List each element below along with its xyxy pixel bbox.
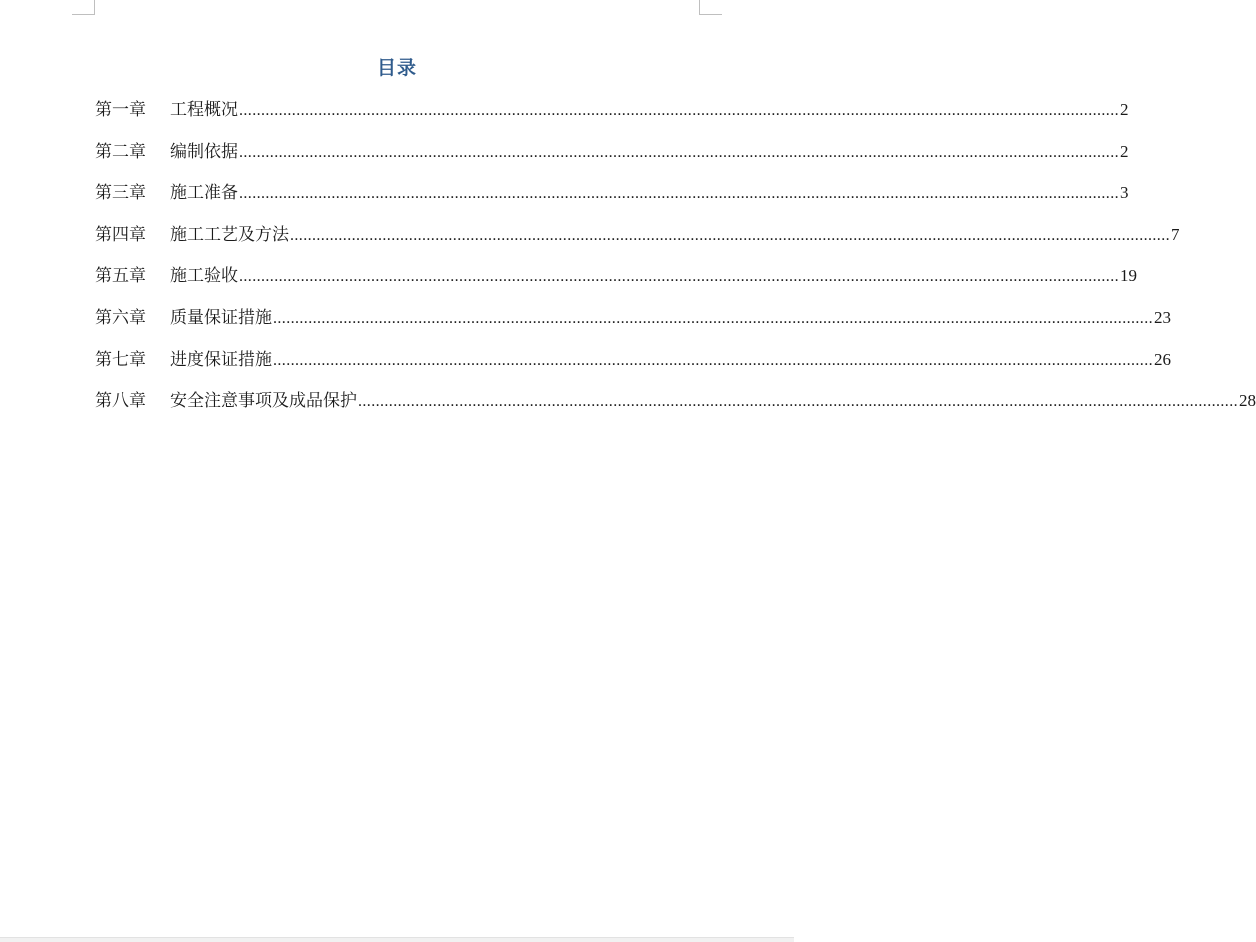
crop-mark-right xyxy=(699,0,722,15)
toc-chapter-number: 第一章 xyxy=(95,100,146,120)
toc-page-number: 2 xyxy=(1120,141,1129,161)
toc-page-number: 28 xyxy=(1239,391,1256,411)
toc-heading: 进度保证措施 xyxy=(170,349,272,370)
toc-leader-dots: ........................................................................................................................................................................................................ xyxy=(273,309,1153,327)
toc-chapter-number: 第三章 xyxy=(95,183,146,204)
toc-leader-dots: ........................................................................................................................................................................................................ xyxy=(239,143,1119,161)
crop-mark-left xyxy=(72,0,95,15)
toc-title: 目录 xyxy=(376,57,417,79)
toc-page-number: 3 xyxy=(1120,183,1129,203)
toc-chapter-number: 第八章 xyxy=(95,391,146,412)
toc-entry-6[interactable] xyxy=(95,305,1171,347)
toc-page-number: 19 xyxy=(1120,266,1137,286)
toc-entry-5[interactable] xyxy=(95,263,1137,305)
toc-leader-dots: ........................................................................................................................................................................................................ xyxy=(290,226,1170,244)
toc-entry-4[interactable] xyxy=(95,222,1180,264)
toc-heading: 安全注意事项及成品保护 xyxy=(170,391,357,412)
toc-leader-dots: ........................................................................................................................................................................................................ xyxy=(239,185,1119,203)
page-bottom-edge xyxy=(0,937,794,942)
table-of-contents xyxy=(95,97,1256,430)
toc-leader-dots: ........................................................................................................................................................................................................ xyxy=(239,268,1119,286)
toc-entry-3[interactable] xyxy=(95,180,1129,222)
toc-page-number: 23 xyxy=(1154,307,1171,327)
toc-entry-8[interactable] xyxy=(95,388,1256,430)
toc-chapter-number: 第六章 xyxy=(95,307,146,328)
toc-page-number: 7 xyxy=(1171,224,1180,244)
toc-heading: 编制依据 xyxy=(170,141,238,162)
toc-heading: 工程概况 xyxy=(170,100,238,120)
toc-chapter-number: 第四章 xyxy=(95,224,146,245)
toc-page-number: 26 xyxy=(1154,349,1171,369)
toc-heading: 质量保证措施 xyxy=(170,307,272,328)
toc-chapter-number: 第二章 xyxy=(95,141,146,162)
toc-heading: 施工工艺及方法 xyxy=(170,224,289,245)
toc-entry-7[interactable] xyxy=(95,347,1171,389)
toc-leader-dots: ........................................................................................................................................................................................................ xyxy=(239,102,1119,119)
toc-entry-1[interactable] xyxy=(95,97,1129,139)
toc-heading: 施工准备 xyxy=(170,183,238,204)
toc-leader-dots: ........................................................................................................................................................................................................ xyxy=(273,351,1153,369)
toc-chapter-number: 第七章 xyxy=(95,349,146,370)
toc-chapter-number: 第五章 xyxy=(95,266,146,287)
toc-heading: 施工验收 xyxy=(170,266,238,287)
toc-leader-dots: ........................................................................................................................................................................................................ xyxy=(358,393,1238,411)
toc-entry-2[interactable] xyxy=(95,139,1129,181)
toc-page-number: 2 xyxy=(1120,100,1129,119)
